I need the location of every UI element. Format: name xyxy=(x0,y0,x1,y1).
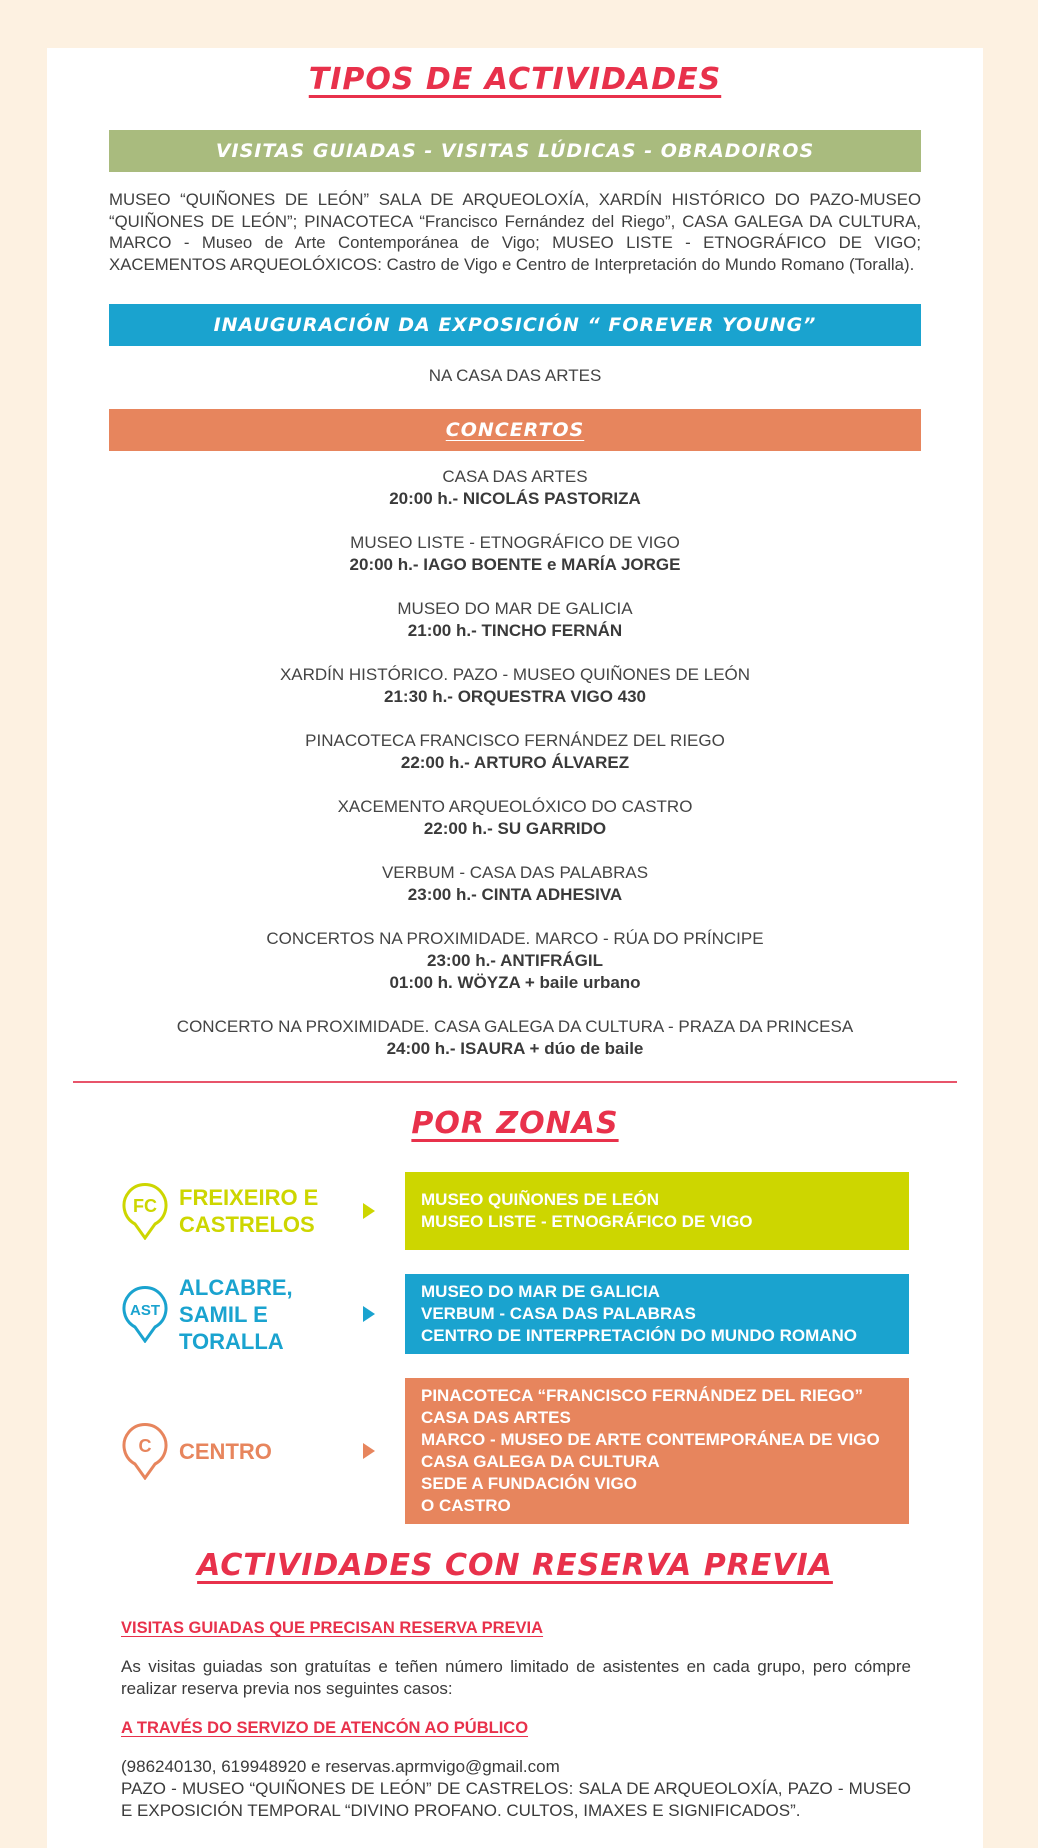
concert-venue: CONCERTOS NA PROXIMIDADE. MARCO - RÚA DO PRÍNCIPE xyxy=(266,929,764,948)
zone-place: CASA GALEGA DA CULTURA xyxy=(421,1452,660,1471)
zone-name-line: CASTRELOS xyxy=(179,1212,315,1237)
concert-venue: VERBUM - CASA DAS PALABRAS xyxy=(381,863,649,882)
zone-name-line: TORALLA xyxy=(179,1328,284,1354)
zone-name-line: FREIXEIRO E xyxy=(179,1185,319,1210)
zone-code: AST xyxy=(130,1302,160,1319)
map-pin-icon xyxy=(121,1285,169,1343)
visits-band-label: VISITAS GUIADAS - VISITAS LÚDICAS - OBRADOIROS xyxy=(215,140,815,162)
zones-title: POR ZONAS xyxy=(411,1106,619,1141)
exhibition-band xyxy=(109,304,921,346)
concert-item xyxy=(47,466,983,510)
zone-place: VERBUM - CASA DAS PALABRAS xyxy=(421,1304,696,1323)
concert-performance: 23:00 h.- ANTIFRÁGIL xyxy=(427,951,603,970)
concert-item xyxy=(47,862,983,906)
zone-place: PINACOTECA “FRANCISCO FERNÁNDEZ DEL RIEGO” xyxy=(421,1386,864,1405)
zone-place: CENTRO DE INTERPRETACIÓN DO MUNDO ROMANO xyxy=(421,1326,858,1345)
reservation-places: PAZO - MUSEO “QUIÑONES DE LEÓN” DE CASTRELOS: SALA DE ARQUEOLOXÍA, PAZO - MUSEO E EXPOSICIÓN TEMPORAL “DIVINO PROFANO. CULTOS, IMAXES E SIGNIFICADOS”. xyxy=(121,1779,911,1820)
zone-code: C xyxy=(138,1436,152,1456)
zone-label xyxy=(121,1274,293,1354)
zone-name-line: SAMIL E xyxy=(179,1301,268,1327)
zone-place: MUSEO QUIÑONES DE LEÓN xyxy=(421,1190,660,1209)
concert-performance: 24:00 h.- ISAURA + dúo de baile xyxy=(386,1039,644,1058)
zone-place: SEDE A FUNDACIÓN VIGO xyxy=(421,1474,637,1493)
concert-venue: XARDÍN HISTÓRICO. PAZO - MUSEO QUIÑONES DE LEÓN xyxy=(279,665,751,684)
concert-item xyxy=(47,1016,983,1060)
concert-venue: MUSEO DO MAR DE GALICIA xyxy=(397,599,633,618)
concert-performance: 23:00 h.- CINTA ADHESIVA xyxy=(407,885,623,904)
concert-performance: 21:00 h.- TINCHO FERNÁN xyxy=(407,621,623,640)
concert-item xyxy=(47,730,983,774)
guided-visits-text: As visitas guiadas son gratuítas e teñen número limitado de asistentes en cada grupo, pero cómpre realizar reserva previa nos seguintes casos: xyxy=(121,1657,911,1698)
reservations-title: ACTIVIDADES CON RESERVA PREVIA xyxy=(197,1548,833,1583)
visits-band xyxy=(109,130,921,172)
page-title: TIPOS DE ACTIVIDADES xyxy=(308,62,722,97)
guided-visits-heading[interactable]: VISITAS GUIADAS QUE PRECISAN RESERVA PREVIA xyxy=(121,1619,544,1637)
zone-name-line: CENTRO xyxy=(179,1438,272,1464)
concert-performance: 22:00 h.- ARTURO ÁLVAREZ xyxy=(400,753,630,772)
concert-performance: 20:00 h.- NICOLÁS PASTORIZA xyxy=(389,489,641,508)
concert-venue: XACEMENTO ARQUEOLÓXICO DO CASTRO xyxy=(337,797,693,816)
arrow-right-icon xyxy=(363,1203,375,1219)
zone-place: MUSEO LISTE - ETNOGRÁFICO DE VIGO xyxy=(421,1212,753,1231)
concert-item xyxy=(47,664,983,708)
zone-code: FC xyxy=(133,1196,157,1216)
concerts-band-label: CONCERTOS xyxy=(445,419,585,441)
arrow-right-icon xyxy=(363,1443,375,1459)
contact-line: (986240130, 619948920 e reservas.aprmvigo@gmail.com xyxy=(121,1757,560,1776)
exhibition-band-label: INAUGURACIÓN DA EXPOSICIÓN “ FOREVER YOUNG” xyxy=(213,314,817,336)
zone-name-line: ALCABRE, xyxy=(179,1274,293,1300)
concert-performance: 20:00 h.- IAGO BOENTE e MARÍA JORGE xyxy=(349,555,681,574)
arrow-right-icon xyxy=(363,1306,375,1322)
concerts-band xyxy=(109,409,921,451)
zone-name xyxy=(179,1274,293,1355)
zone-place: MUSEO DO MAR DE GALICIA xyxy=(421,1282,660,1301)
zone-place: O CASTRO xyxy=(421,1496,511,1515)
map-pin-icon xyxy=(121,1182,169,1240)
zone-name xyxy=(179,1438,272,1465)
content-card xyxy=(47,48,983,1848)
visits-text: MUSEO “QUIÑONES DE LEÓN” SALA DE ARQUEOLOXÍA, XARDÍN HISTÓRICO DO PAZO-MUSEO “QUIÑONES DE LEÓN”; PINACOTECA “Francisco Fernández del Riego”, CASA GALEGA DA CULTURA, MARCO - Museo de Arte Contemporánea de Vigo; MUSEO LISTE - ETNOGRÁFICO DE VIGO; XACEMENTOS ARQUEOLÓXICOS: Castro de Vigo e Centro de Interpretación do Mundo Romano (Toralla). xyxy=(109,190,921,274)
concert-venue: MUSEO LISTE - ETNOGRÁFICO DE VIGO xyxy=(350,533,680,552)
concert-performance: 01:00 h. WÖYZA + baile urbano xyxy=(389,973,641,992)
zone-places-box xyxy=(405,1378,909,1524)
zone-label xyxy=(121,1415,272,1487)
concert-item xyxy=(47,532,983,576)
zone-places-box xyxy=(405,1172,909,1250)
section-divider xyxy=(73,1081,957,1083)
concert-venue: CASA DAS ARTES xyxy=(442,467,588,486)
exhibition-location: NA CASA DAS ARTES xyxy=(428,366,602,385)
zone-places-box xyxy=(405,1274,909,1354)
zone-place: CASA DAS ARTES xyxy=(421,1408,571,1427)
concert-item xyxy=(47,598,983,642)
concert-venue: CONCERTO NA PROXIMIDADE. CASA GALEGA DA CULTURA - PRAZA DA PRINCESA xyxy=(176,1017,854,1036)
concert-performance: 22:00 h.- SU GARRIDO xyxy=(423,819,607,838)
concert-venue: PINACOTECA FRANCISCO FERNÁNDEZ DEL RIEGO xyxy=(305,731,725,750)
concert-item xyxy=(47,796,983,840)
concert-item xyxy=(47,928,983,994)
zone-place: MARCO - MUSEO DE ARTE CONTEMPORÁNEA DE VIGO xyxy=(421,1430,880,1449)
zone-name xyxy=(179,1184,318,1238)
public-service-heading[interactable]: A TRAVÉS DO SERVIZO DE ATENCÓN AO PÚBLICO xyxy=(121,1719,529,1737)
map-pin-icon xyxy=(121,1422,169,1480)
concert-performance: 21:30 h.- ORQUESTRA VIGO 430 xyxy=(384,687,646,706)
zone-label xyxy=(121,1175,318,1247)
